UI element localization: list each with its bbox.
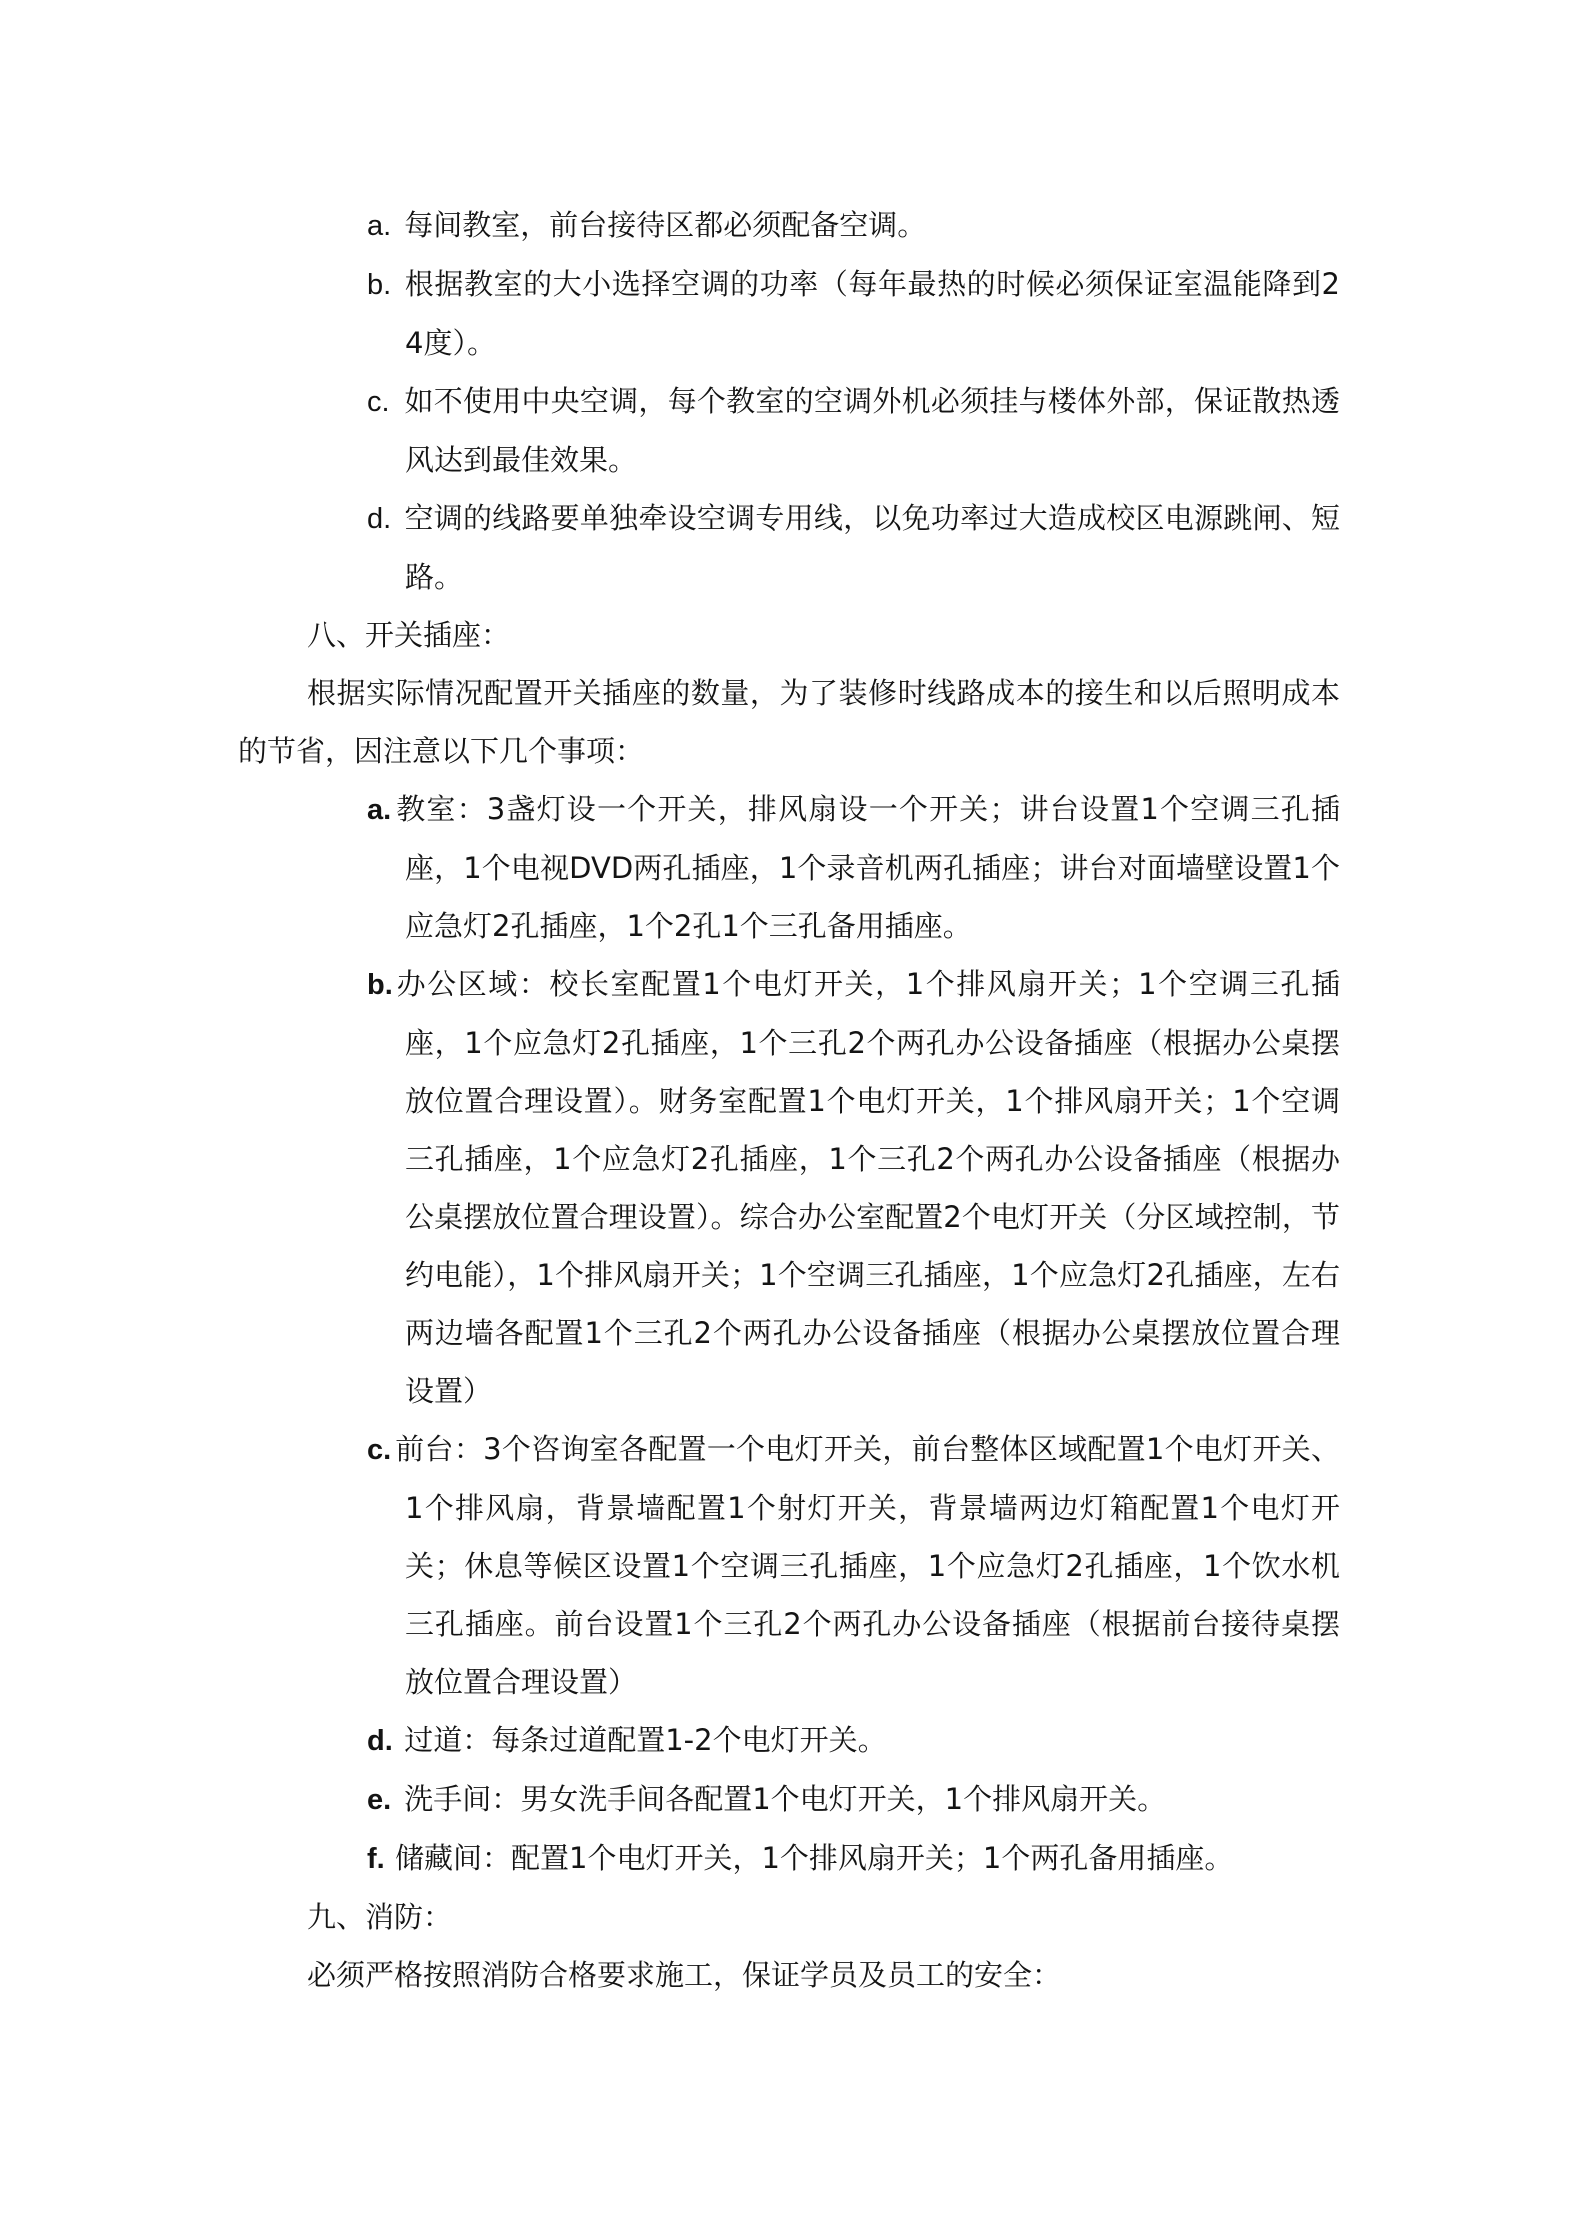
switch-item-a xyxy=(307,780,1340,955)
list-item-text: 教室：3盏灯设一个开关，排风扇设一个开关；讲台设置1个空调三孔插座，1个电视DVD两孔插座，1个录音机两孔插座；讲台对面墙壁设置1个应急灯2孔插座，1个2孔1个三孔备用插座。 xyxy=(395,792,1340,943)
cooling-item-b xyxy=(307,255,1340,372)
list-marker: a. xyxy=(367,794,392,826)
cooling-item-d xyxy=(307,489,1340,606)
switch-item-e xyxy=(307,1770,1340,1829)
list-item-text: 如不使用中央空调，每个教室的空调外机必须挂与楼体外部，保证散热透风达到最佳效果。 xyxy=(404,384,1340,477)
switch-item-d xyxy=(307,1711,1340,1770)
switch-item-b xyxy=(307,955,1340,1420)
cooling-item-a xyxy=(307,196,1340,255)
list-item-text: 洗手间：男女洗手间各配置1个电灯开关，1个排风扇开关。 xyxy=(404,1782,1167,1816)
switch-item-c xyxy=(307,1420,1340,1711)
list-item-text: 过道：每条过道配置1-2个电灯开关。 xyxy=(404,1723,887,1757)
list-marker: b. xyxy=(367,969,393,1001)
document-body xyxy=(238,196,1340,2004)
list-marker: e. xyxy=(367,1784,392,1816)
list-item-text: 每间教室，前台接待区都必须配备空调。 xyxy=(404,208,927,242)
list-item-text: 空调的线路要单独牵设空调专用线，以免功率过大造成校区电源跳闸、短路。 xyxy=(404,501,1340,594)
list-item-text: 前台：3个咨询室各配置一个电灯开关，前台整体区域配置1个电灯开关、1个排风扇，背景墙配置1个射灯开关，背景墙两边灯箱配置1个电灯开关；休息等候区设置1个空调三孔插座，1个应急灯2孔插座，1个饮水机三孔插座。前台设置1个三孔2个两孔办公设备插座（根据前台接待桌摆放位置合理设置） xyxy=(395,1432,1340,1699)
cooling-item-c xyxy=(307,372,1340,489)
section-8-heading: 八、开关插座： xyxy=(307,618,511,652)
list-marker: c. xyxy=(367,1434,392,1466)
list-item-text: 办公区域：校长室配置1个电灯开关，1个排风扇开关；1个空调三孔插座，1个应急灯2孔插座，1个三孔2个两孔办公设备插座（根据办公桌摆放位置合理设置）。财务室配置1个电灯开关，1个排风扇开关；1个空调三孔插座，1个应急灯2孔插座，1个三孔2个两孔办公设备插座（根据办公桌摆放位置合理设置）。综合办公室配置2个电灯开关（分区域控制，节约电能），1个排风扇开关；1个空调三孔插座，1个应急灯2孔插座，左右两边墙各配置1个三孔2个两孔办公设备插座（根据办公桌摆放位置合理设置） xyxy=(395,967,1340,1408)
list-marker: b. xyxy=(367,269,392,301)
switch-socket-list xyxy=(238,780,1340,1888)
list-marker: c. xyxy=(367,386,390,418)
list-item-text: 根据教室的大小选择空调的功率（每年最热的时候必须保证室温能降到24度）。 xyxy=(404,267,1341,360)
list-marker: d. xyxy=(367,503,392,535)
list-marker: d. xyxy=(367,1725,393,1757)
list-marker: f. xyxy=(367,1843,385,1875)
list-marker: a. xyxy=(367,210,392,242)
list-item-text: 储藏间：配置1个电灯开关，1个排风扇开关；1个两孔备用插座。 xyxy=(395,1841,1234,1875)
section-8-intro: 根据实际情况配置开关插座的数量，为了装修时线路成本的接生和以后照明成本的节省，因注意以下几个事项： xyxy=(238,676,1340,768)
switch-item-f xyxy=(307,1829,1340,1888)
section-9-intro: 必须严格按照消防合格要求施工，保证学员及员工的安全： xyxy=(307,1958,1062,1992)
section-9-heading: 九、消防： xyxy=(307,1900,453,1934)
cooling-list xyxy=(238,196,1340,606)
